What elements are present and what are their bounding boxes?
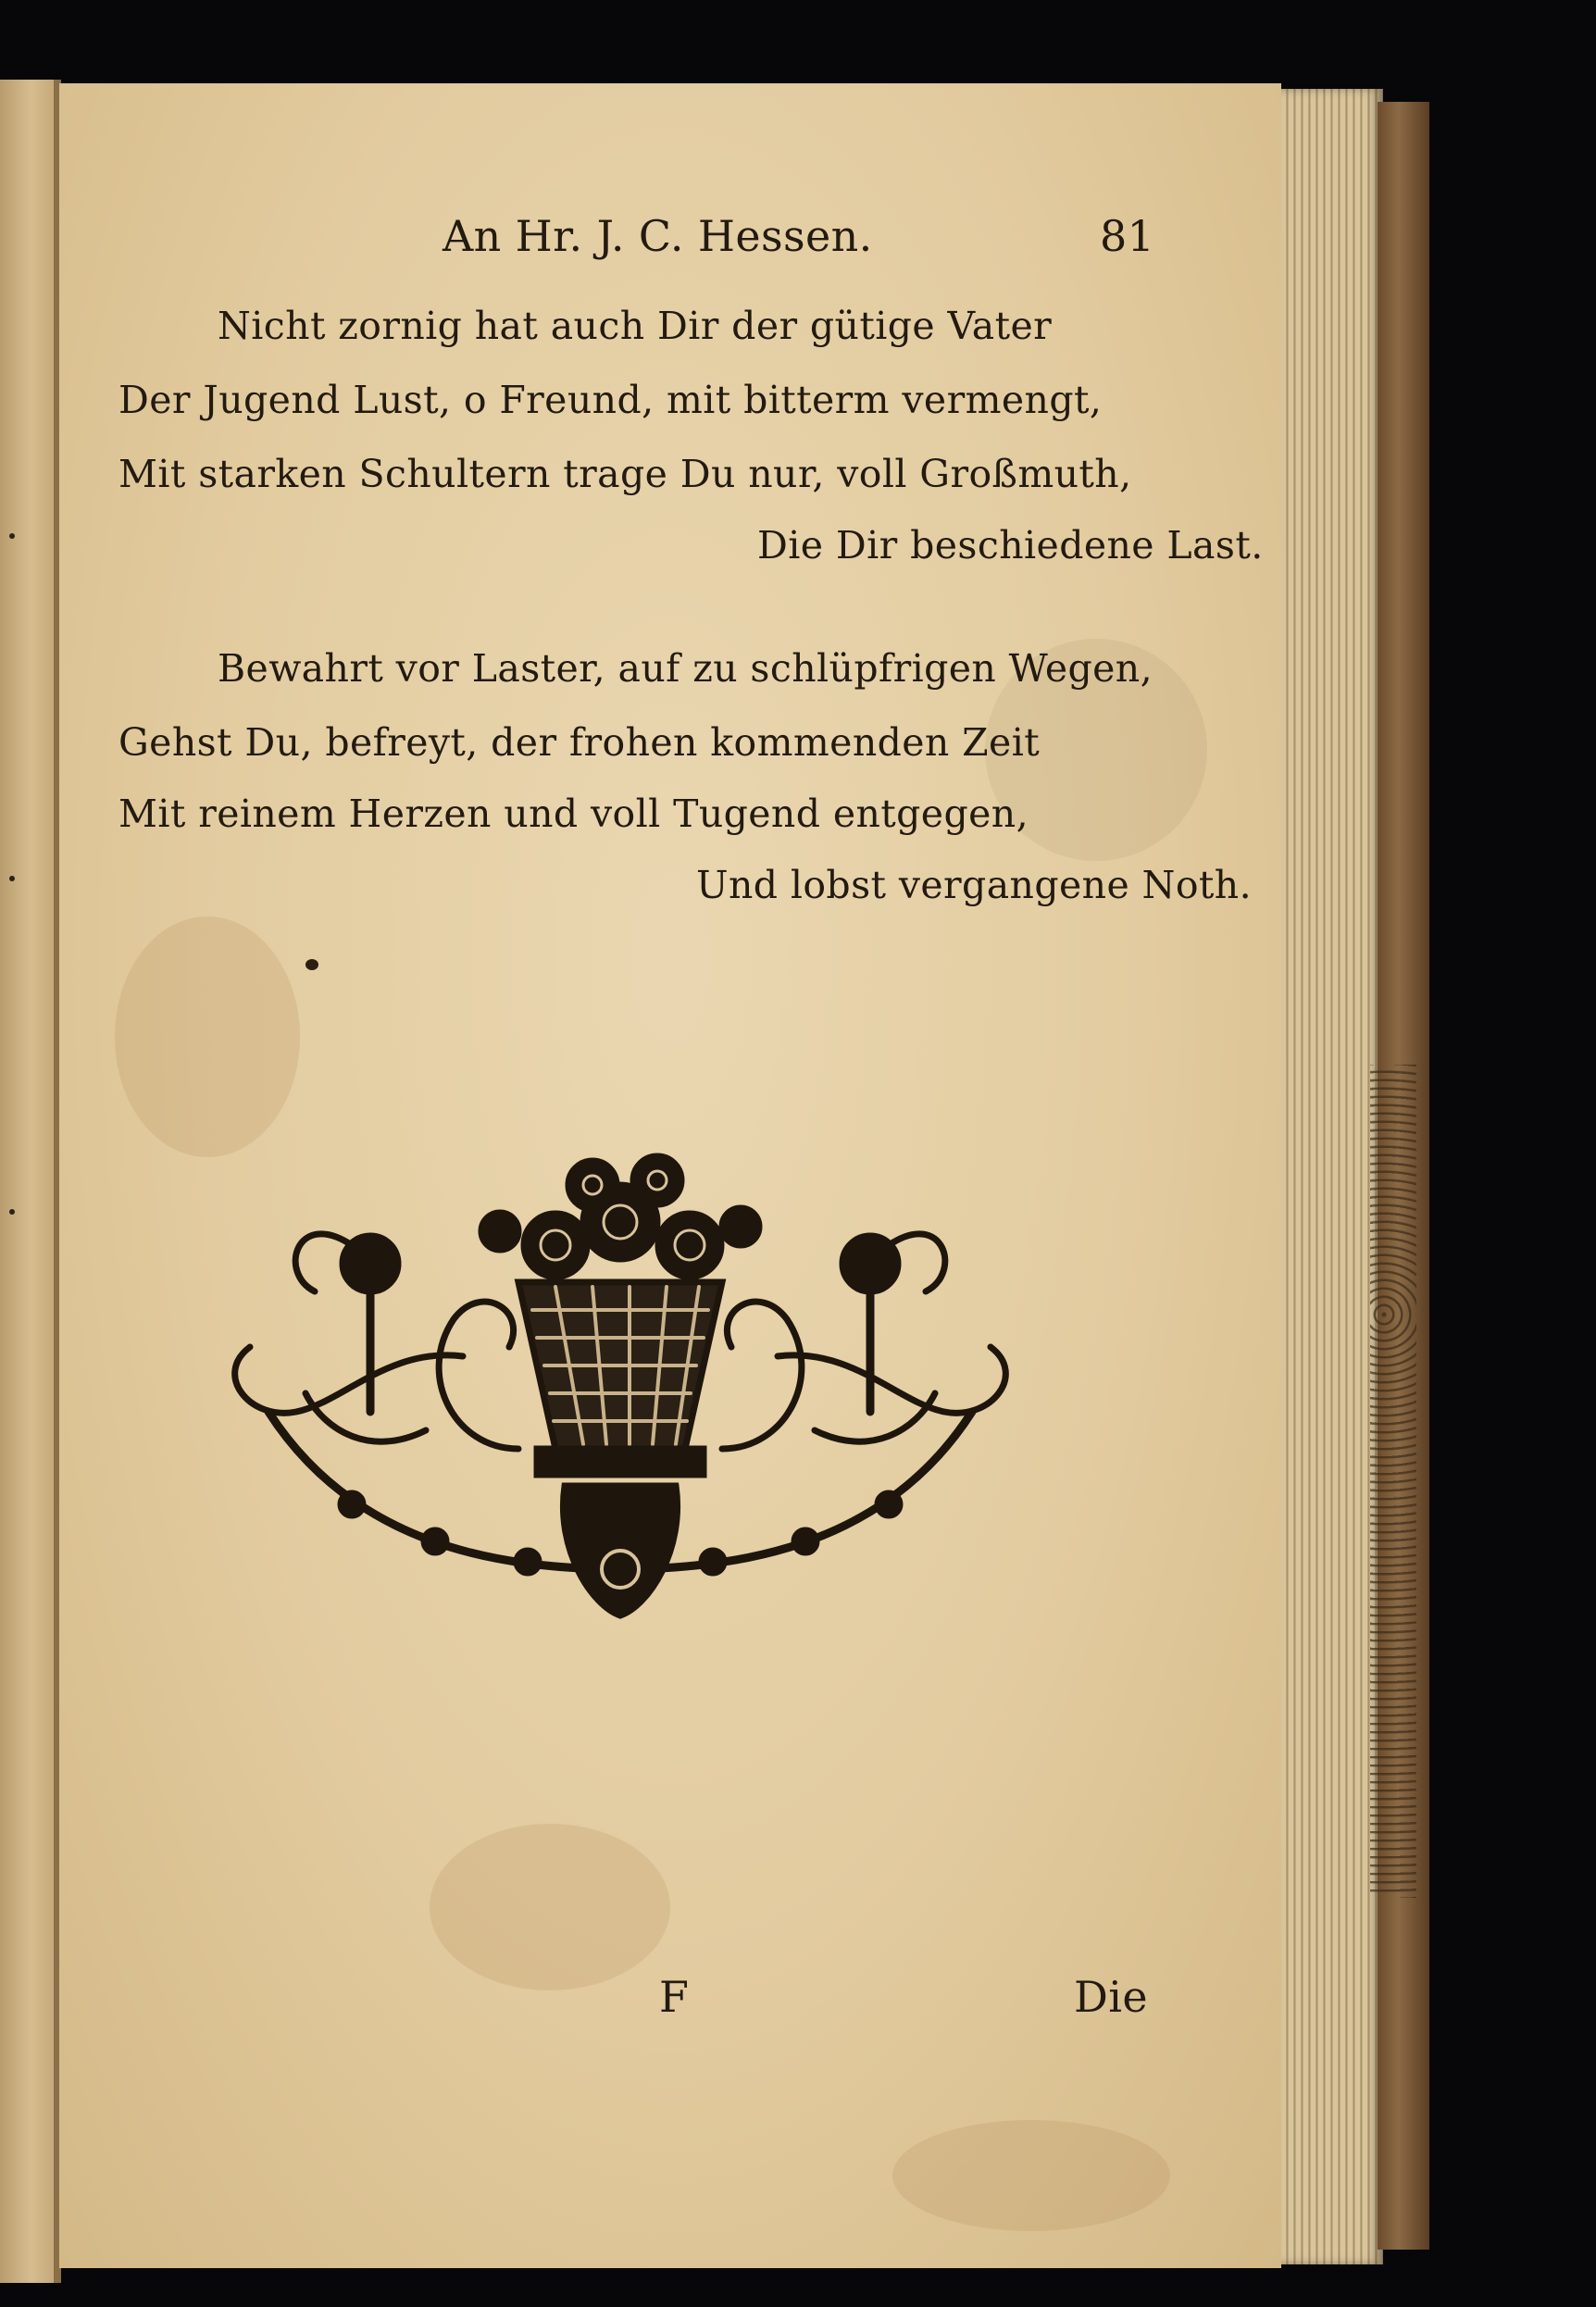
page-number: 81 [1100,211,1155,261]
cover-speckle [1370,1065,1416,1898]
ink-spot [305,959,318,970]
signature-mark: F [659,1972,690,2022]
verse-line: Nicht zornig hat auch Dir der gütige Vater [218,304,1053,348]
facing-page-mark [9,533,15,539]
catchword: Die [1074,1972,1149,2022]
paper-stain [115,917,300,1157]
paper-stain [892,2120,1170,2231]
verse-line: Gehst Du, befreyt, der frohen kommenden Zeit [118,720,1041,765]
verse-line: Der Jugend Lust, o Freund, mit bitterm vermengt, [118,378,1103,422]
verse-line: Bewahrt vor Laster, auf zu schlüpfrigen Wegen, [218,646,1153,691]
flower-basket-ornament-icon [185,1134,1055,1634]
facing-page-mark [9,1209,15,1215]
facing-page-mark [9,876,15,881]
facing-page-edge [0,80,57,2283]
verse-line: Und lobst vergangene Noth. [696,863,1253,907]
running-title: An Hr. J. C. Hessen. [443,211,873,261]
paper-stain [430,1824,670,1990]
page-block-edges [1281,89,1383,2264]
verse-line: Die Dir beschiedene Last. [757,523,1264,567]
verse-line: Mit starken Schultern trage Du nur, voll Großmuth, [118,452,1132,496]
verse-line: Mit reinem Herzen und voll Tugend entgegen, [118,792,1029,836]
